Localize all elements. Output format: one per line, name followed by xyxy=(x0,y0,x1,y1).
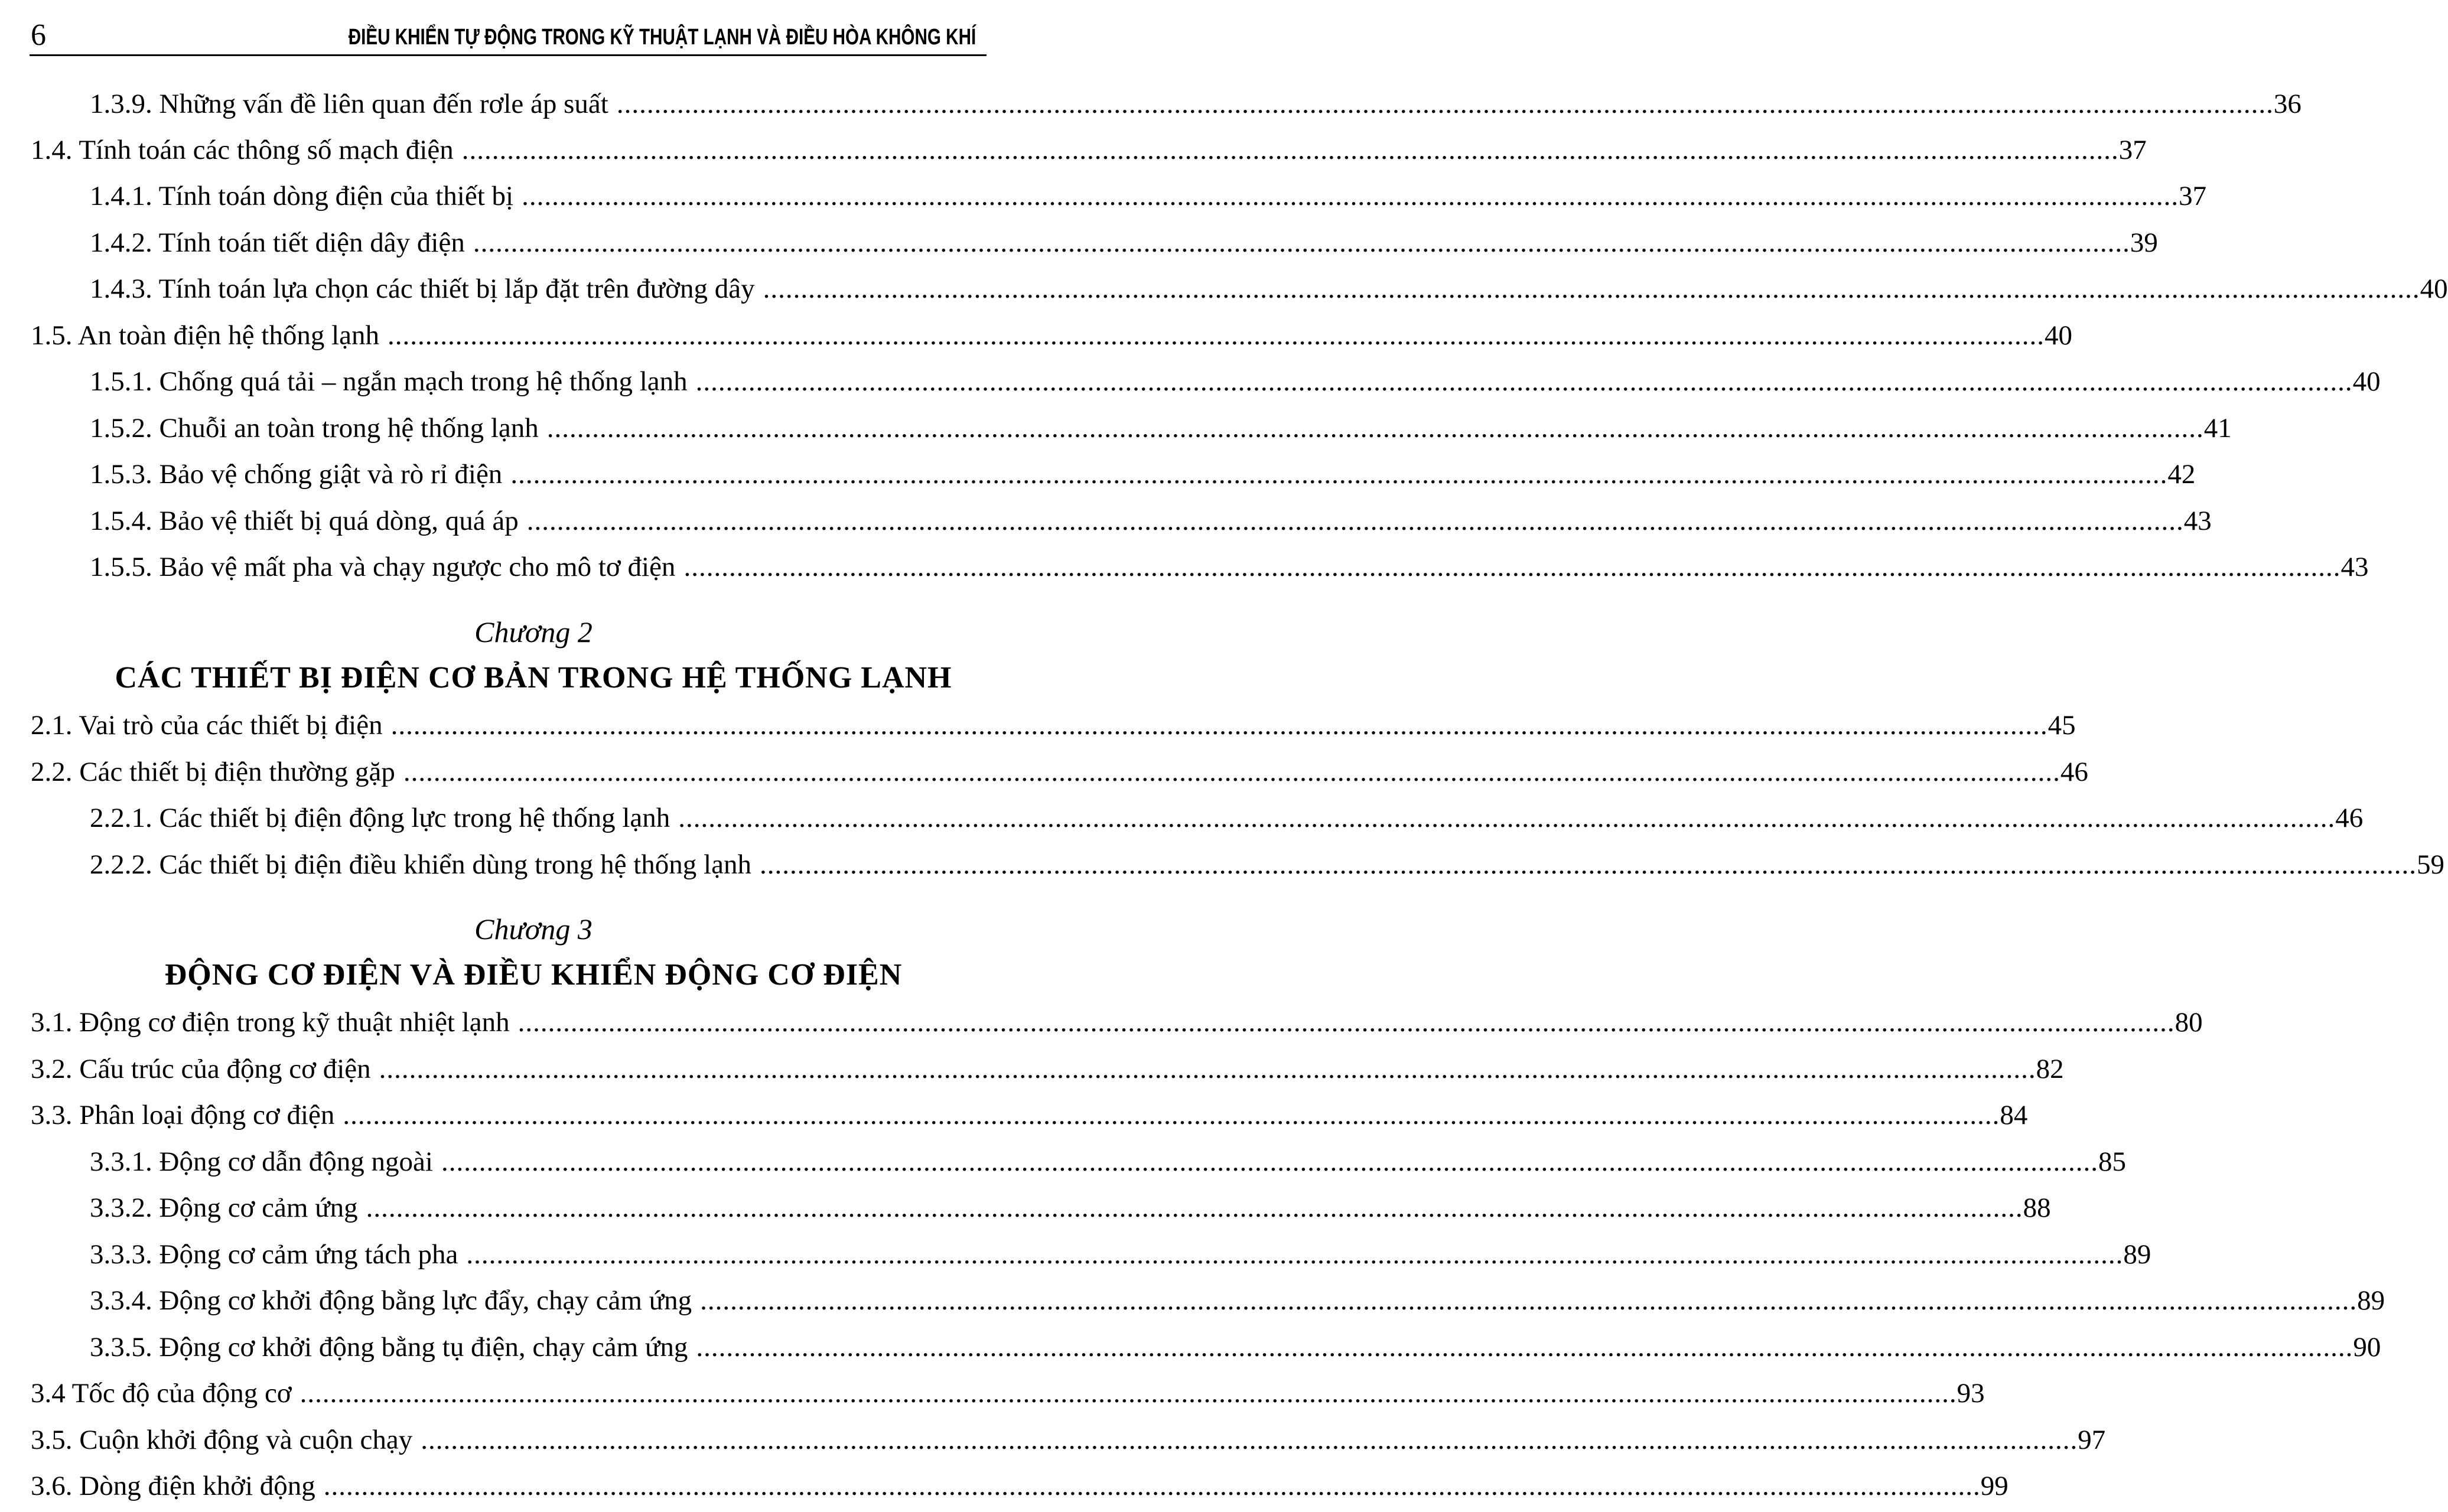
toc-entry-page: 82 xyxy=(2036,1054,2064,1084)
toc-entry-title: 1.5.3. Bảo vệ chống giật và rò rỉ điện xyxy=(90,459,503,490)
page-number: 6 xyxy=(31,18,46,52)
toc-entry xyxy=(90,363,2381,400)
toc-entry xyxy=(90,1143,2126,1181)
toc-entry xyxy=(90,548,2369,586)
chapter-2-title: CÁC THIẾT BỊ ĐIỆN CƠ BẢN TRONG HỆ THỐNG LẠNH xyxy=(115,661,952,695)
toc-entry-title: 3.1. Động cơ điện trong kỹ thuật nhiệt lạnh xyxy=(31,1007,510,1038)
toc-entry-page: 40 xyxy=(2352,366,2381,397)
toc-entry-title: 1.4.2. Tính toán tiết diện dây điện xyxy=(90,227,465,258)
running-title: ĐIỀU KHIỂN TỰ ĐỘNG TRONG KỸ THUẬT LẠNH VÀ ĐIỀU HÒA KHÔNG KHÍ xyxy=(348,25,976,50)
dot-leader: ............................................................................................................................................................................................................................ xyxy=(403,757,2060,787)
toc-entry-page: 39 xyxy=(2130,227,2158,258)
toc-entry xyxy=(90,1328,2381,1366)
dot-leader: ............................................................................................................................................................................................................................ xyxy=(683,552,2341,582)
toc-entry-page: 40 xyxy=(2420,273,2448,304)
chapter-3-label: Chương 3 xyxy=(474,913,593,946)
dot-leader: ............................................................................................................................................................................................................................ xyxy=(522,181,2179,211)
dot-leader: ............................................................................................................................................................................................................................ xyxy=(473,227,2130,258)
toc-entry-title: 3.6. Dòng điện khởi động xyxy=(31,1471,315,1501)
toc-entry xyxy=(90,270,2448,308)
toc-entry-page: 85 xyxy=(2098,1146,2126,1177)
toc-entry xyxy=(31,131,2147,169)
toc-entry-title: 1.4.3. Tính toán lựa chọn các thiết bị lắp đặt trên đường dây xyxy=(90,273,755,304)
toc-entry xyxy=(90,224,2158,262)
dot-leader: ............................................................................................................................................................................................................................ xyxy=(388,320,2045,351)
toc-entry-page: 80 xyxy=(2174,1007,2203,1038)
toc-entry-title: 1.4. Tính toán các thông số mạch điện xyxy=(31,135,454,165)
chapter-3-title: ĐỘNG CƠ ĐIỆN VÀ ĐIỀU KHIỂN ĐỘNG CƠ ĐIỆN xyxy=(164,958,903,992)
toc-entry-title: 1.5.1. Chống quá tải – ngắn mạch trong hệ thống lạnh xyxy=(90,366,688,397)
toc-entry xyxy=(31,706,2076,744)
toc-entry xyxy=(31,1003,2203,1041)
toc-entry-page: 40 xyxy=(2045,320,2073,351)
toc-entry-page: 43 xyxy=(2340,552,2369,582)
toc-entry-title: 2.1. Vai trò của các thiết bị điện xyxy=(31,710,383,741)
toc-entry-title: 3.3.1. Động cơ dẫn động ngoài xyxy=(90,1146,433,1177)
toc-entry-page: 46 xyxy=(2060,757,2088,787)
toc-entry-title: 3.3.4. Động cơ khởi động bằng lực đẩy, chạy cảm ứng xyxy=(90,1285,692,1316)
toc-entry-title: 3.3.5. Động cơ khởi động bằng tụ điện, chạy cảm ứng xyxy=(90,1332,688,1363)
toc-entry xyxy=(90,1282,2385,1319)
dot-leader: ............................................................................................................................................................................................................................ xyxy=(379,1054,2036,1084)
toc-entry-title: 3.3. Phân loại động cơ điện xyxy=(31,1100,335,1130)
toc-entry-page: 97 xyxy=(2078,1425,2106,1455)
dot-leader: ............................................................................................................................................................................................................................ xyxy=(390,710,2048,741)
toc-entry xyxy=(31,1374,1985,1412)
dot-leader: ............................................................................................................................................................................................................................ xyxy=(759,849,2417,880)
toc-entry-title: 3.5. Cuộn khởi động và cuộn chạy xyxy=(31,1425,413,1455)
toc-entry-page: 36 xyxy=(2273,89,2301,119)
toc-entry xyxy=(31,1096,2028,1134)
toc-entry-page: 59 xyxy=(2416,849,2444,880)
dot-leader: ............................................................................................................................................................................................................................ xyxy=(546,413,2204,444)
dot-leader: ............................................................................................................................................................................................................................ xyxy=(466,1239,2124,1270)
toc-entry-page: 99 xyxy=(1980,1471,2008,1501)
toc-entry-title: 1.5.4. Bảo vệ thiết bị quá dòng, quá áp xyxy=(90,506,519,536)
toc-entry-title: 1.5.2. Chuỗi an toàn trong hệ thống lạnh xyxy=(90,413,539,444)
toc-entry xyxy=(31,753,2088,791)
toc-entry xyxy=(90,177,2207,215)
toc-entry-page: 89 xyxy=(2123,1239,2151,1270)
dot-leader: ............................................................................................................................................................................................................................ xyxy=(323,1471,1981,1501)
dot-leader: ............................................................................................................................................................................................................................ xyxy=(526,506,2184,536)
toc-entry-title: 1.4.1. Tính toán dòng điện của thiết bị xyxy=(90,181,514,211)
toc-entry-page: 90 xyxy=(2353,1332,2381,1363)
toc-entry-page: 89 xyxy=(2357,1285,2385,1316)
toc-entry-title: 2.2.2. Các thiết bị điện điều khiển dùng trong hệ thống lạnh xyxy=(90,849,751,880)
toc-entry-title: 2.2. Các thiết bị điện thường gặp xyxy=(31,757,395,787)
toc-entry-page: 46 xyxy=(2335,803,2364,833)
dot-leader: ............................................................................................................................................................................................................................ xyxy=(678,803,2336,833)
dot-leader: ............................................................................................................................................................................................................................ xyxy=(616,89,2274,119)
toc-entry xyxy=(90,1189,2051,1227)
dot-leader: ............................................................................................................................................................................................................................ xyxy=(343,1100,2000,1130)
dot-leader: ............................................................................................................................................................................................................................ xyxy=(763,273,2420,304)
toc-entry-title: 3.3.2. Động cơ cảm ứng xyxy=(90,1192,358,1223)
dot-leader: ............................................................................................................................................................................................................................ xyxy=(461,135,2119,165)
toc-entry-title: 1.3.9. Những vấn đề liên quan đến rơle áp suất xyxy=(90,89,608,119)
toc-entry-page: 93 xyxy=(1957,1378,1985,1409)
dot-leader: ............................................................................................................................................................................................................................ xyxy=(517,1007,2175,1038)
toc-entry xyxy=(90,409,2232,447)
toc-entry-page: 37 xyxy=(2118,135,2147,165)
toc-entry xyxy=(90,502,2212,540)
toc-entry-page: 88 xyxy=(2023,1192,2051,1223)
toc-entry xyxy=(31,1467,2008,1505)
toc-entry-page: 42 xyxy=(2167,459,2196,490)
dot-leader: ............................................................................................................................................................................................................................ xyxy=(366,1192,2023,1223)
dot-leader: ............................................................................................................................................................................................................................ xyxy=(300,1378,1957,1409)
toc-entry xyxy=(31,1421,2106,1459)
chapter-2-label: Chương 2 xyxy=(474,615,593,649)
toc-entry-title: 1.5.5. Bảo vệ mất pha và chạy ngược cho mô tơ điện xyxy=(90,552,676,582)
toc-entry xyxy=(90,455,2196,493)
toc-entry xyxy=(31,1050,2064,1088)
dot-leader: ............................................................................................................................................................................................................................ xyxy=(700,1285,2358,1316)
dot-leader: ............................................................................................................................................................................................................................ xyxy=(421,1425,2078,1455)
dot-leader: ............................................................................................................................................................................................................................ xyxy=(510,459,2168,490)
toc-entry-title: 1.5. An toàn điện hệ thống lạnh xyxy=(31,320,380,351)
toc-entry-title: 2.2.1. Các thiết bị điện động lực trong hệ thống lạnh xyxy=(90,803,670,833)
toc-entry-page: 43 xyxy=(2183,506,2212,536)
toc-entry-title: 3.3.3. Động cơ cảm ứng tách pha xyxy=(90,1239,458,1270)
toc-entry-page: 84 xyxy=(2000,1100,2028,1130)
dot-leader: ............................................................................................................................................................................................................................ xyxy=(696,1332,2353,1363)
toc-entry-page: 41 xyxy=(2203,413,2232,444)
toc-entry xyxy=(90,1236,2151,1273)
dot-leader: ............................................................................................................................................................................................................................ xyxy=(441,1146,2098,1177)
toc-entry xyxy=(31,317,2073,354)
toc-entry xyxy=(90,799,2364,837)
toc-entry xyxy=(90,85,2301,123)
toc-entry-title: 3.4 Tốc độ của động cơ xyxy=(31,1378,292,1409)
toc-entry-title: 3.2. Cấu trúc của động cơ điện xyxy=(31,1054,371,1084)
toc-entry-page: 37 xyxy=(2179,181,2207,211)
dot-leader: ............................................................................................................................................................................................................................ xyxy=(695,366,2353,397)
toc-entry-page: 45 xyxy=(2047,710,2076,741)
toc-entry xyxy=(90,846,2444,884)
